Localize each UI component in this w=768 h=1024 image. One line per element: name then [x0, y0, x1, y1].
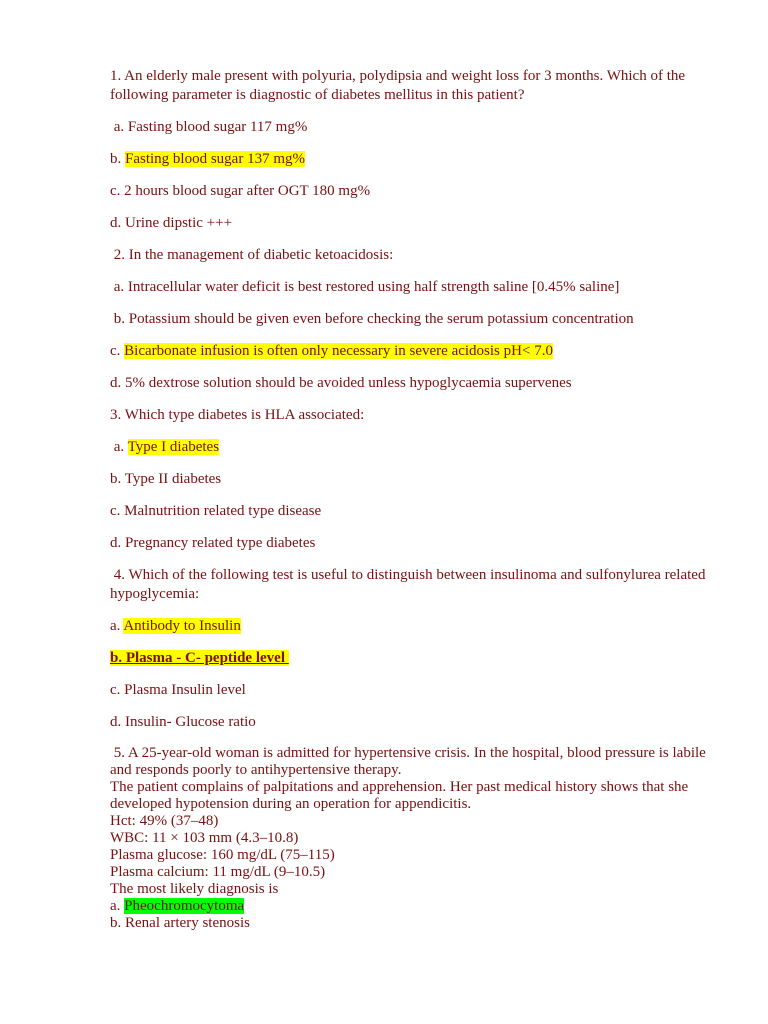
q5-option-a-prefix: a. [110, 898, 125, 914]
q1-option-b-prefix: b. [110, 151, 125, 167]
q3-stem: 3. Which type diabetes is HLA associated: [110, 407, 365, 423]
q3-option-a-prefix: a. [110, 439, 128, 455]
q3-option-a [110, 438, 720, 457]
q2-option-a: a. Intracellular water deficit is best restored using half strength saline [0.45% saline] [110, 279, 620, 295]
q1-stem: 1. An elderly male present with polyuria, polydipsia and weight loss for 3 months. Which of the following parameter is diagnostic of diabetes mellitus in this patient? [110, 68, 686, 103]
q4-option-d: d. Insulin- Glucose ratio [110, 714, 256, 730]
q3-option-c: c. Malnutrition related type disease [110, 503, 322, 519]
q5-lab-wbc: WBC: 11 × 103 mm (4.3–10.8) [110, 830, 299, 846]
q5-lab-glucose: Plasma glucose: 160 mg/dL (75–115) [110, 847, 335, 863]
q3-answer-highlight: Type I diabetes [127, 439, 220, 455]
q2-option-c-prefix: c. [110, 343, 125, 359]
q4-option-a-highlight: Antibody to Insulin [123, 618, 241, 634]
q5-lab-calcium: Plasma calcium: 11 mg/dL (9–10.5) [110, 864, 326, 880]
q1-answer-highlight: Fasting blood sugar 137 mg% [125, 151, 305, 167]
q2-answer-highlight: Bicarbonate infusion is often only necessary in severe acidosis pH< 7.0 [124, 343, 553, 359]
q2-stem: 2. In the management of diabetic ketoacidosis: [110, 247, 394, 263]
q5-option-b: b. Renal artery stenosis [110, 915, 250, 931]
q5-lab-hct: Hct: 49% (37–48) [110, 813, 219, 829]
q1-option-b [110, 150, 720, 169]
q4-option-c: c. Plasma Insulin level [110, 682, 246, 698]
q3-option-b: b. Type II diabetes [110, 471, 222, 487]
document-page [110, 67, 720, 932]
q2-option-d: d. 5% dextrose solution should be avoided unless hypoglycaemia supervenes [110, 375, 572, 391]
q1-option-c: c. 2 hours blood sugar after OGT 180 mg% [110, 183, 371, 199]
q4-option-a [110, 617, 720, 636]
q3-option-d: d. Pregnancy related type diabetes [110, 535, 316, 551]
q5-option-a [110, 898, 720, 915]
q5-prompt: The most likely diagnosis is [110, 881, 279, 897]
q5-block [110, 745, 720, 932]
q5-answer-highlight: Pheochromocytoma [124, 898, 245, 914]
q4-option-a-prefix: a. [110, 618, 124, 634]
q5-stem-line2: The patient complains of palpitations and apprehension. Her past medical history shows that she developed hypotension during an operation for appendicitis. [110, 779, 689, 812]
q2-option-b: b. Potassium should be given even before checking the serum potassium concentration [110, 311, 634, 327]
q1-option-d: d. Urine dipstic +++ [110, 215, 233, 231]
q5-stem-line1: 5. A 25-year-old woman is admitted for hypertensive crisis. In the hospital, blood pressure is labile and responds poorly to antihypertensive therapy. [110, 745, 710, 778]
q2-option-c [110, 342, 720, 361]
q4-answer-highlight: b. Plasma - C- peptide level [110, 650, 289, 666]
q4-stem-text: 4. Which of the following test is useful to distinguish between insulinoma and sulfonylurea related hypoglycemia: [110, 567, 710, 602]
q4-option-b [110, 649, 720, 668]
q1-option-a: a. Fasting blood sugar 117 mg% [110, 119, 308, 135]
q4-stem [110, 566, 720, 604]
